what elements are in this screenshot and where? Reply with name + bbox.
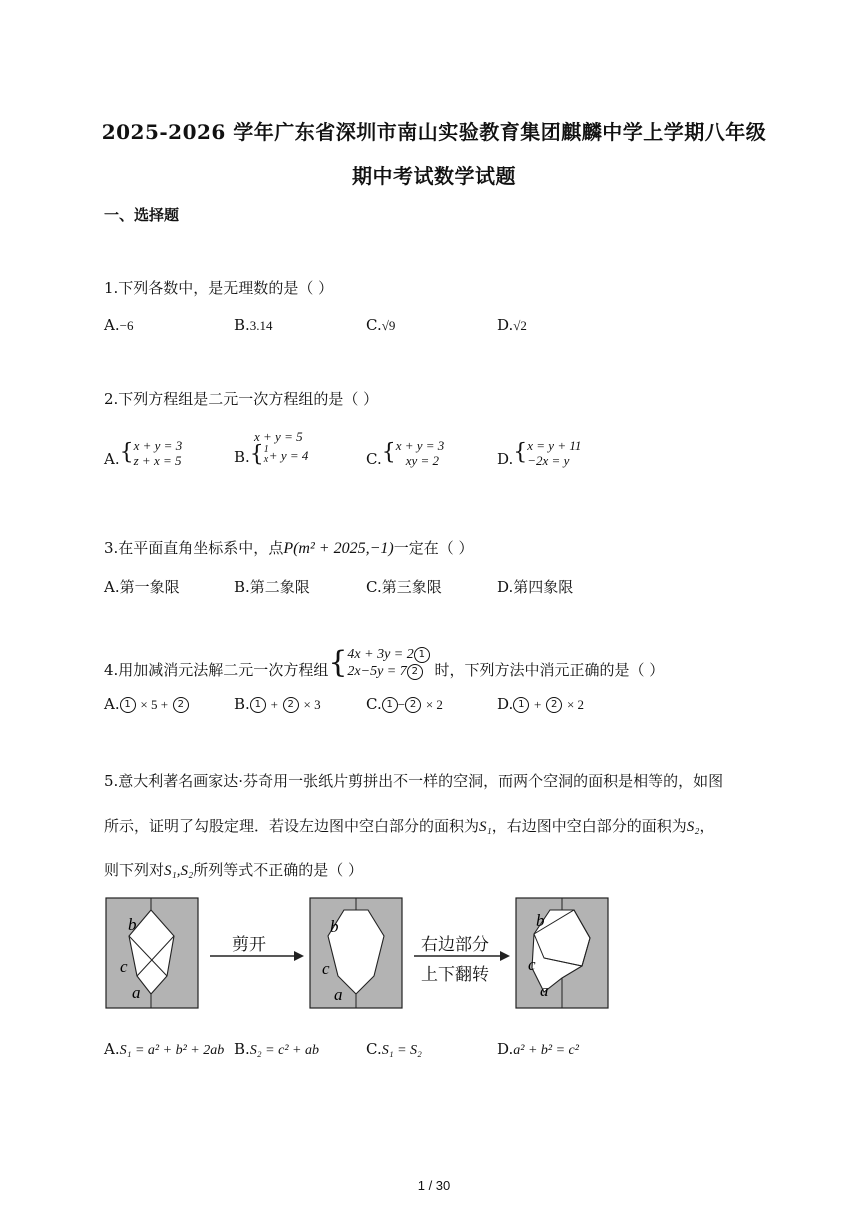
q1-option-b: B.3.14 [234, 316, 273, 334]
q5-option-a: A.S₁ = a² + b² + 2ab [104, 1040, 225, 1058]
q2-option-c: C.{x + y = 3 xy = 2 [366, 438, 445, 468]
arrow-1-head [294, 951, 304, 961]
q2-option-d: D.{x = y + 11 −2x = y [497, 438, 582, 468]
q1-option-c: C.√9 [366, 316, 396, 334]
label-a-1: a [132, 983, 141, 1002]
q5-line-3: 则下列对S₁,S₂所列等式不正确的是（ ） [104, 861, 363, 879]
q4-option-a: A. 1 × 5 + 2 [104, 695, 189, 713]
q5-figure [104, 896, 614, 1014]
q5-line-2: 所示，证明了勾股定理．若设左边图中空白部分的面积为S₁，右边图中空白部分的面积为S₂， [104, 817, 715, 835]
label-c-1: c [120, 957, 128, 976]
q3-option-d: D.第四象限 [497, 578, 574, 596]
q3-option-c: C.第三象限 [366, 578, 442, 596]
figure-panel-right [516, 898, 608, 1008]
q3-option-a: A.第一象限 [104, 578, 180, 596]
label-b-3: b [536, 911, 545, 930]
q3-stem: 3.在平面直角坐标系中，点P(m² + 2025,−1)一定在（ ） [104, 539, 474, 557]
q5-option-d: D.a² + b² = c² [497, 1040, 579, 1058]
title-line-1: 2025-2026 学年广东省深圳市南山实验教育集团麒麟中学上学期八年级 [101, 120, 767, 144]
arrow-2-label-line-1: 右边部分 [421, 935, 489, 955]
q4-stem: 4.用加减消元法解二元一次方程组{4x + 3y = 2 1 2x−5y = 7 2 时，下列方法中消元正确的是（ ） [104, 645, 665, 680]
label-c-3: c [528, 955, 536, 974]
page-number: 1 / 30 [417, 1178, 451, 1193]
label-c-2: c [322, 959, 330, 978]
q4-option-c: C. 1 − 2 × 2 [366, 695, 443, 713]
q5-line-1: 5.意大利著名画家达·芬奇用一张纸片剪拼出不一样的空洞，而两个空洞的面积是相等的，如图 [104, 772, 724, 790]
arrow-2-head [500, 951, 510, 961]
q4-option-b: B. 1 + 2 × 3 [234, 695, 321, 713]
q5-option-c: C.S₁ = S₂ [366, 1040, 422, 1058]
q2-option-b: x + y = 5 B.{1 x+ y = 4 [234, 428, 309, 467]
q2-option-a: A.{x + y = 3 z + x = 5 [104, 438, 183, 468]
q1-stem: 1.下列各数中，是无理数的是（ ） [104, 279, 334, 297]
figure-panel-left [106, 898, 198, 1008]
q5-option-b: B.S₂ = c² + ab [234, 1040, 319, 1058]
q1-option-a: A.−6 [104, 316, 134, 334]
q4-option-d: D. 1 + 2 × 2 [497, 695, 585, 713]
section-heading: 一、选择题 [104, 206, 180, 224]
label-a-3: a [540, 981, 549, 1000]
q1-option-d: D.√2 [497, 316, 527, 334]
arrow-1-label: 剪开 [232, 935, 266, 955]
q2-stem: 2.下列方程组是二元一次方程组的是（ ） [104, 390, 379, 408]
label-b-2: b [330, 917, 339, 936]
label-a-2: a [334, 985, 343, 1004]
label-b-1: b [128, 915, 137, 934]
arrow-2-label-line-2: 上下翻转 [421, 965, 489, 985]
q3-point: P(m² + 2025,−1) [283, 540, 394, 557]
figure-panel-middle [310, 898, 402, 1008]
q3-option-b: B.第二象限 [234, 578, 310, 596]
title-line-2: 期中考试数学试题 [352, 164, 516, 188]
